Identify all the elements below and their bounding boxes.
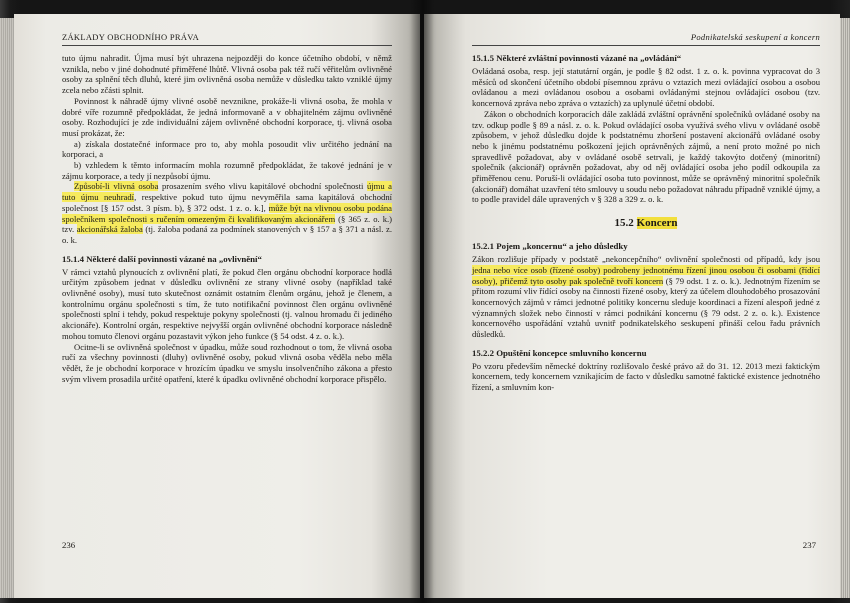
highlight: akcionářská žaloba bbox=[76, 224, 143, 235]
list-item-a: a) získala dostatečné informace pro to, aby mohla posoudit vliv určitého jednání na korporaci, a bbox=[62, 138, 392, 160]
paragraph: V rámci vztahů plynoucích z ovlivnění platí, že pokud člen orgánu obchodní korporace hodlá určitým způsobem jednat v důsledku ovlivnění ze strany vlivné osoby (například také ovlivněné osoby), musí tuto skutečnost oznámit ostatním členům orgánu, jehož je členem, a kontrolnímu orgánu společnosti s tím, že tuto notifikační povinnost člen orgánu ovlivněné společnosti splní i tehdy, pokud respektuje pokyny společnosti (tj. valnou hromadu či jediného akcionáře). Kontrolní orgán, respektive nejvyšší orgán ovlivněné obchodní korporace následně mohou tomuto členovi orgánu pozastavit výkon jeho funkce (§ 54 odst. 4 z. o. k.). bbox=[62, 266, 392, 341]
section-heading: 15.1.4 Některé další povinnosti vázané na „ovlivnění“ bbox=[62, 253, 262, 264]
text-run: (§ 365 z. o. k.) tzv. bbox=[62, 213, 392, 235]
paragraph: Zákon o obchodních korporacích dále zakládá zvláštní oprávnění společníků ovládané osoby na tzv. odkup podle § 89 a násl. z. o. k. Pokud ovládající osoba využívá svého vlivu v ovládané osobě způsobem, v jehož důsledku dojde k podstatnému zhoršení postavení akcionářů ovládané osoby nebo k jinému podstatnému poškození jejich oprávněných zájmů, a není proto možné po nich spravedlivě požadovat, aby v ovládané osobě setrvali, je každý takovýto dotčený (minoritní) společník (akcionář) oprávněn požadovat, aby od něj ovládající osoba jeho podíl odkoupila za přiměřenou cenu. Poruší-li ovládající osoba tuto povinnost, může se oprávněný minoritní společník (akcionář) domáhat uzavření této smlouvy u soudu nebo požadovat náhradu případně vzniklé újmy, a to podle pravidel dále upravených v § 328 a 329 z. o. k. bbox=[472, 108, 820, 205]
paragraph: tuto újmu nahradit. Újma musí být uhrazena nejpozději do konce účetního období, v němž vznikla, nebo v jiné dohodnuté přiměřené lhůtě. Vlivná osoba pak též ručí věřitelům ovlivněné osoby za splnění těch dluhů, které jim ovlivněná osoba nemůže v důsledku takto vzniklé újmy zcela nebo zčásti splnit. bbox=[62, 53, 392, 96]
text-run: (tj. žaloba podaná za podmínek stanovených v § 157 a § 371 a násl. z. o. k. bbox=[62, 224, 392, 245]
highlight: újmu a tuto újmu neuhradí bbox=[62, 181, 392, 203]
paragraph-highlighted bbox=[472, 254, 820, 340]
paragraph: Ovládaná osoba, resp. její statutární orgán, je podle § 82 odst. 1 z. o. k. povinna vypracovat do 3 měsíců od skončení účetního období písemnou zprávu o vztazích mezi ovládající osobou a osobou ovládanou a mezi ovládanou osobou a osobami ovládanými stejnou ovládající osobou (tzv. koncernová zpráva nebo zpráva o vztazích) za uplynulé účetní období. bbox=[472, 66, 820, 109]
paragraph: Povinnost k náhradě újmy vlivné osobě nevznikne, prokáže-li vlivná osoba, že mohla v dobré víře rozumně předpokládat, že jedná informovaně a v obhajitelném zájmu ovlivněné osoby. Rozhodující je zde individuální zájem ovlivněné obchodní korporace, tj. vlivná osoba musí prokázat, že: bbox=[62, 95, 392, 138]
section-heading: 15.2.1 Pojem „koncernu“ a jeho důsledky bbox=[472, 241, 628, 252]
page-number: 236 bbox=[62, 540, 76, 550]
highlight: Způsobí-li vlivná osoba bbox=[74, 181, 159, 192]
highlight: jedna nebo více osob (řízené osoby) podrobeny jednotnému řízení jinou osobou či osobami (řídící osoby), přičemž tyto osoby pak společně tvoří koncern bbox=[472, 264, 820, 286]
left-page bbox=[14, 14, 420, 598]
text-run: prosazením svého vlivu kapitálové obchodní společnosti bbox=[158, 181, 367, 192]
highlight: Koncern bbox=[636, 217, 678, 230]
text-run: (§ 79 odst. 1 z. o. k.). Jednotným řízením se přitom rozumí vliv řídící osoby na činnosti řízené osoby, který za účelem dlouhodobého prosazování koncernových zájmů v rámci jednotné politiky koncernu sleduje koordinaci a řízení alespoň jedné z významných složek nebo činností v rámci podnikání koncernu (§ 79 odst. 2 z. o. k.). Existence koncernového uspořádání vztahů uvnitř podnikatelského seskupení přináší celou řadu právních důsledků. bbox=[472, 275, 820, 340]
page-number: 237 bbox=[802, 540, 816, 550]
section-heading: 15.2.2 Opuštění koncepce smluvního koncernu bbox=[472, 347, 647, 358]
text-run: Zákon rozlišuje případy v podstatě „nekoncepčního“ ovlivnění společnosti od případů, kdy jsou bbox=[472, 254, 820, 265]
running-head-left: ZÁKLADY OBCHODNÍHO PRÁVA bbox=[62, 32, 392, 46]
list-item-b: b) vzhledem k těmto informacím mohla rozumně předpokládat, že takové jednání je v zájmu korporace, a tedy jí nezpůsobí újmu. bbox=[62, 160, 392, 181]
paragraph: Ocitne-li se ovlivněná společnost v úpadku, může soud rozhodnout o tom, že vlivná osoba ručí za všechny povinnosti (dluhy) ovlivněné osoby, pokud vlivná osoba věděla nebo měla vědět, že je obchodní korporace v hrozícím úpadku ve smyslu insolvenčního zákona a přesto svým vlivem prosadila určité opatření, které k úpadku ovlivněné obchodní korporace přispělo. bbox=[62, 341, 392, 384]
highlight: může být na vlivnou osobu podána společníkem společnosti s ručením omezeným či kvalifikovaným akcionářem bbox=[62, 202, 392, 224]
section-heading: 15.1.5 Některé zvláštní povinnosti vázané na „ovládání“ bbox=[472, 53, 682, 63]
right-page bbox=[424, 14, 840, 598]
paragraph: Po vzoru především německé doktríny rozlišovalo české právo až do 31. 12. 2013 mezi faktickým koncernem, tedy koncernem vznikajícím de facto v důsledku samotné faktické existence jednotného řízení, a smluvním kon- bbox=[472, 360, 820, 393]
paragraph-highlighted bbox=[62, 181, 392, 245]
chapter-heading bbox=[472, 217, 820, 229]
running-head-right: Podnikatelská seskupení a koncern bbox=[472, 32, 820, 46]
heading-number: 15.2 bbox=[614, 217, 637, 230]
text-run: , respektive pokud tuto újmu nevyměřila sama kapitálová obchodní společnost [§ 157 odst. 3 písm. b), § 372 odst. 1 z. o. k.], bbox=[62, 192, 392, 213]
